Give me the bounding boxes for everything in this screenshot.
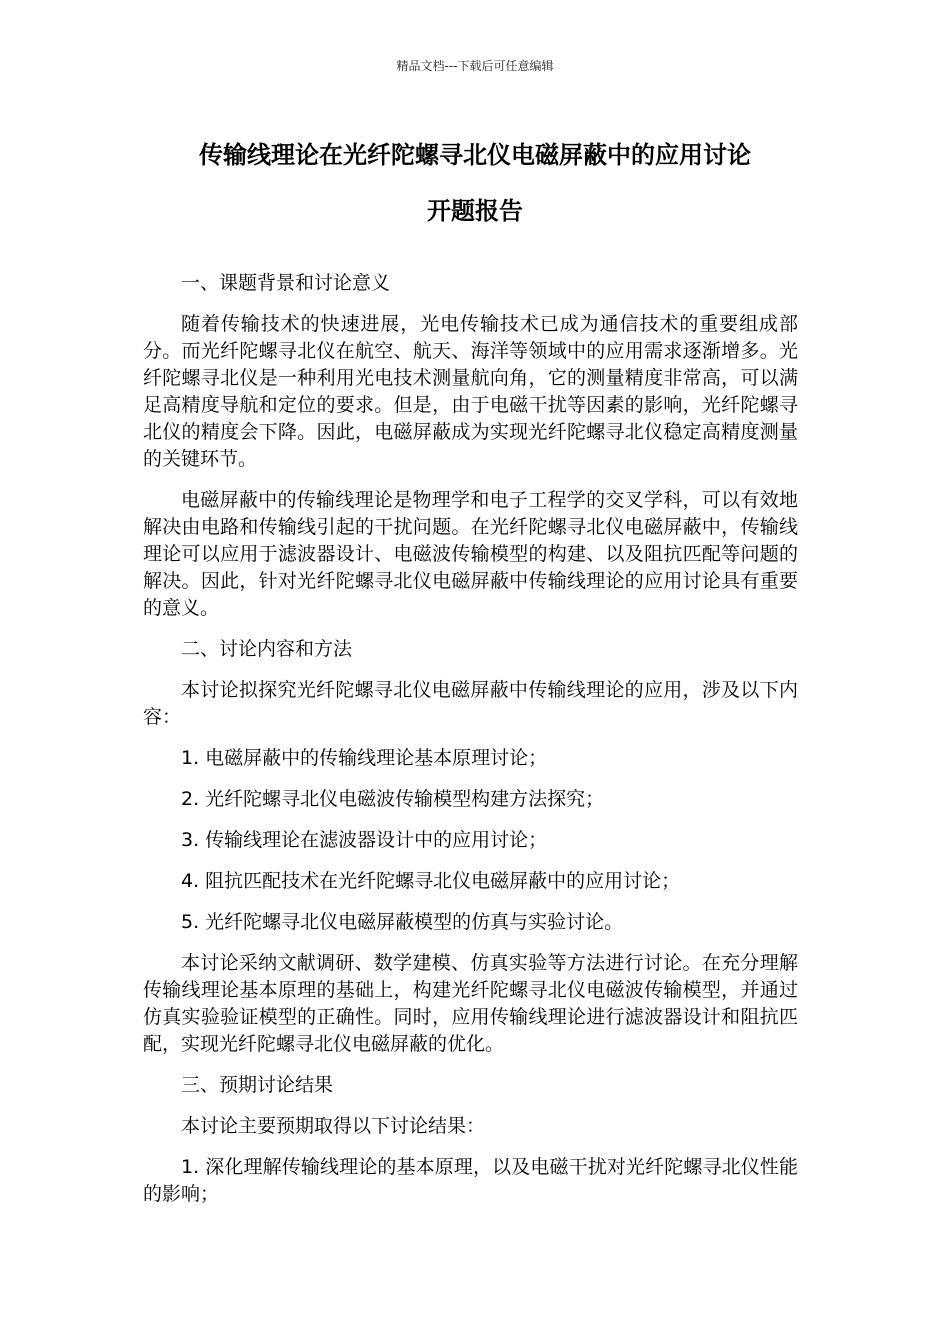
section-1-heading: 一、课题背景和讨论意义 [181, 272, 391, 294]
section-3-list-item: 1. 深化理解传输线理论的基本原理，以及电磁干扰对光纤陀螺寻北仪性能的影响； [143, 1156, 798, 1205]
section-2-method-paragraph: 本讨论采纳文献调研、数学建模、仿真实验等方法进行讨论。在充分理解传输线理论基本原理的基础上，构建光纤陀螺寻北仪电磁波传输模型，并通过仿真实验验证模型的正确性。同时，应用传输线理论进行滤波器设计和阻抗匹配，实现光纤陀螺寻北仪电磁屏蔽的优化。 [143, 952, 798, 1055]
document-body [143, 270, 798, 1222]
section-1-paragraph-2: 电磁屏蔽中的传输线理论是物理学和电子工程学的交叉学科，可以有效地解决由电路和传输线引起的干扰问题。在光纤陀螺寻北仪电磁屏蔽中，传输线理论可以应用于滤波器设计、电磁波传输模型的构建、以及阻抗匹配等问题的解决。因此，针对光纤陀螺寻北仪电磁屏蔽中传输线理论的应用讨论具有重要的意义。 [143, 489, 798, 619]
section-2-list-item: 5. 光纤陀螺寻北仪电磁屏蔽模型的仿真与实验讨论。 [181, 911, 624, 933]
section-2-list-item: 4. 阻抗匹配技术在光纤陀螺寻北仪电磁屏蔽中的应用讨论； [181, 870, 681, 892]
section-3-intro: 本讨论主要预期取得以下讨论结果： [181, 1115, 486, 1137]
page-header-note: 精品文档---下载后可任意编辑 [396, 59, 554, 73]
section-2-heading: 二、讨论内容和方法 [181, 638, 353, 660]
document-subtitle: 开题报告 [427, 197, 523, 225]
section-2-intro: 本讨论拟探究光纤陀螺寻北仪电磁屏蔽中传输线理论的应用，涉及以下内容： [143, 679, 798, 728]
section-2-list-item: 2. 光纤陀螺寻北仪电磁波传输模型构建方法探究； [181, 788, 605, 810]
section-2-list-item: 3. 传输线理论在滤波器设计中的应用讨论； [181, 829, 548, 851]
document-title: 传输线理论在光纤陀螺寻北仪电磁屏蔽中的应用讨论 [199, 141, 751, 169]
section-2-list-item: 1. 电磁屏蔽中的传输线理论基本原理讨论； [181, 747, 548, 769]
section-3-heading: 三、预期讨论结果 [181, 1074, 334, 1096]
section-1-paragraph-1: 随着传输技术的快速进展，光电传输技术已成为通信技术的重要组成部分。而光纤陀螺寻北仪在航空、航天、海洋等领域中的应用需求逐渐增多。光纤陀螺寻北仪是一种利用光电技术测量航向角，它的测量精度非常高，可以满足高精度导航和定位的要求。但是，由于电磁干扰等因素的影响，光纤陀螺寻北仪的精度会下降。因此，电磁屏蔽成为实现光纤陀螺寻北仪稳定高精度测量的关键环节。 [143, 313, 798, 470]
